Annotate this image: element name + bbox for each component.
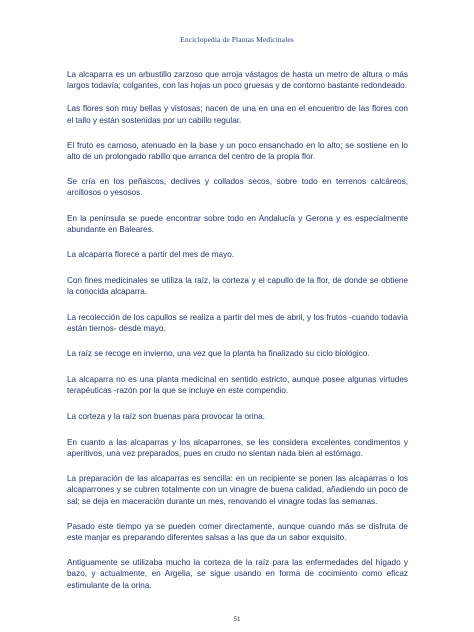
page-body (67, 69, 408, 591)
paragraph: Antiguamente se utilizaba mucho la corteza de la raíz para las enfermedades del hígado y bazo, y actualmente, en Argelia, se sigue usando en forma de cocimiento como eficaz estimulante de la orina. (67, 558, 408, 590)
paragraph: Pasado este tiempo ya se pueden comer directamente, aunque cuando más se disfruta de este manjar es preparando diferentes salsas a las que da un sabor exquisito. (67, 521, 408, 543)
paragraph: Con fines medicinales se utiliza la raíz, la corteza y el capullo de la flor, de donde se obtiene la conocida alcaparra. (67, 276, 408, 297)
paragraph: La corteza y la raíz son buenas para provocar la orina. (67, 411, 265, 421)
paragraph: La alcaparra florece a partir del mes de mayo. (67, 250, 235, 260)
paragraph: En cuanto a las alcaparras y los alcaparrones, se les considera excelentes condimentos y aperitivos, una vez preparados, pues en crudo no sientan nada bien al estómago. (67, 437, 408, 459)
paragraph: Las flores son muy bellas y vistosas; nacen de una en una en el encuentro de las flores con el tallo y están sostenidas por un cabillo regular. (67, 104, 408, 125)
paragraph: La recolección de los capullos se realiza a partir del mes de abril, y los frutos -cuando todavía están tiernos- desde mayo. (67, 312, 408, 333)
paragraph: La preparación de las alcaparras es sencilla: en un recipiente se ponen las alcaparras o los alcaparrones y se cubren totalmente con un vinagre de buena calidad, añadiendo un poco de sal; se deja en maceración durante un mes, renovando el vinagre todas las semanas. (67, 474, 408, 506)
paragraph: La raíz se recoge en invierno, una vez que la planta ha finalizado su ciclo biológico. (67, 349, 370, 359)
page-number: 51 (233, 617, 241, 623)
paragraph: En la península se puede encontrar sobre todo en Andalucía y Gerona y es especialmente abundante en Baleares. (67, 213, 408, 234)
page-header: Enciclopedia de Plantas Medicinales (180, 35, 294, 44)
paragraph: Se cría en los peñascos, declives y collados secos, sobre todo en terrenos calcáreos, arcillosos o yesosos. (67, 177, 408, 198)
paragraph: La alcaparra no es una planta medicinal en sentido estricto, aunque posee algunas virtudes terapéuticas -razón por la que se incluye en este compendio. (67, 375, 408, 396)
paragraph: La alcaparra es un arbustillo zarzoso que arroja vástagos de hasta un metro de altura o más largos todavía; colgantes, con las hojas un poco gruesas y de contorno bastante redondeado. (67, 70, 408, 91)
paragraph: El fruto es carnoso, atenuado en la base y un poco ensanchado en lo alto; se sostiene en lo alto de un prolongado rabillo que arranca del centro de la propia flor. (67, 140, 408, 162)
